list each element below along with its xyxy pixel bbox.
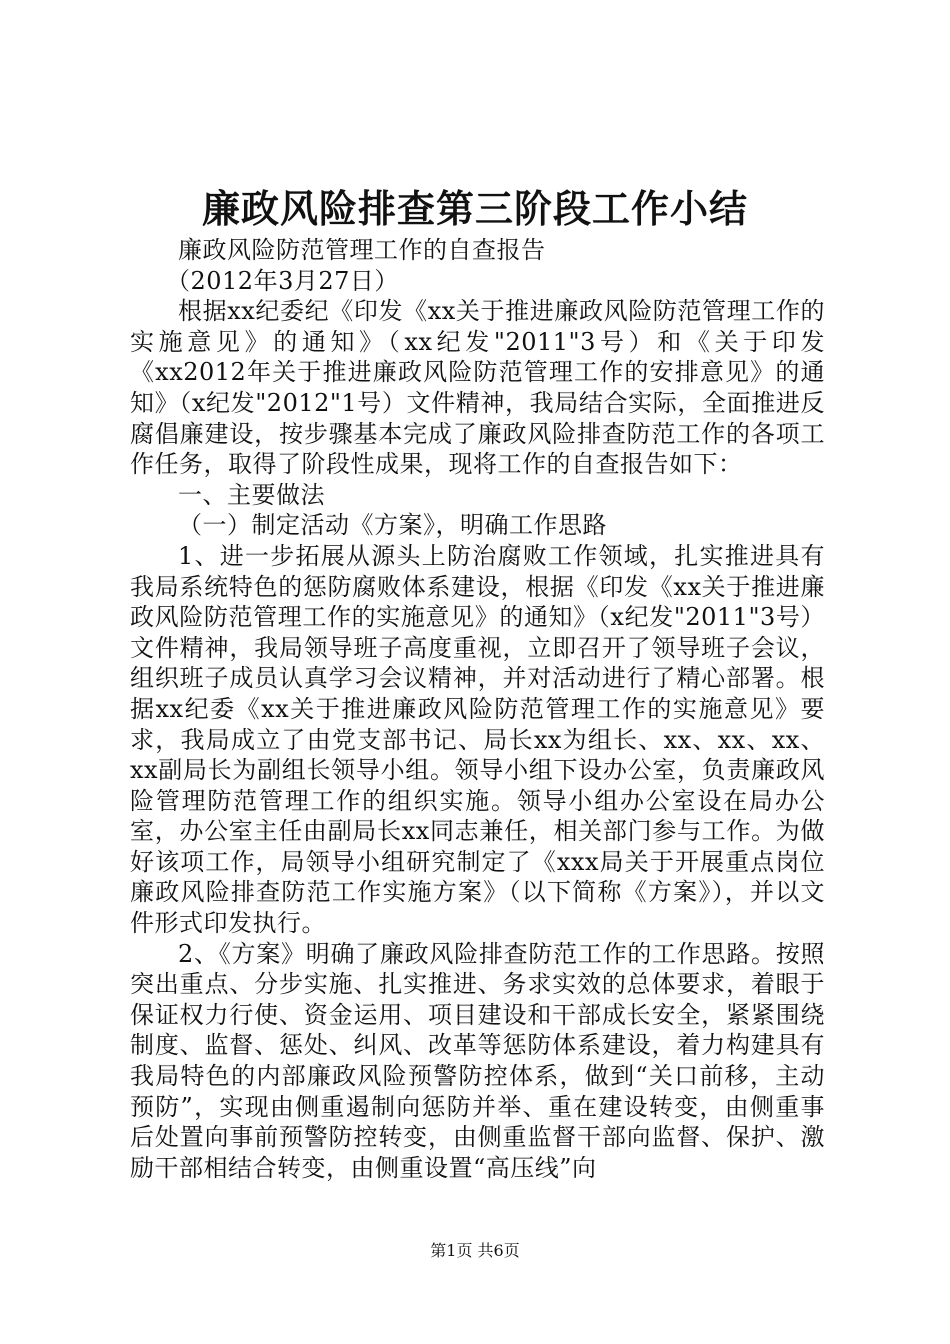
body-paragraph-1: 1、进一步拓展从源头上防治腐败工作领域，扎实推进具有我局系统特色的惩防腐败体系建设，根据《印发《xx关于推进廉政风险防范管理工作的实施意见》的通知》（x纪发"2011"3号）文件精神，我局领导班子高度重视，立即召开了领导班子会议，组织班子成员认真学习会议精神，并对活动进行了精心部署。根据xx纪委《xx关于推进廉政风险防范管理工作的实施意见》要求，我局成立了由党支部书记、局长xx为组长、xx、xx、xx、xx副局长为副组长领导小组。领导小组下设办公室，负责廉政风险管理防范管理工作的组织实施。领导小组办公室设在局办公室，办公室主任由副局长xx同志兼任，相关部门参与工作。为做好该项工作，局领导小组研究制定了《xxx局关于开展重点岗位廉政风险排查防范工作实施方案》（以下简称《方案》），并以文件形式印发执行。 [130,541,825,938]
section-heading: 一、主要做法 [178,480,325,509]
subsection-heading: （一）制定活动《方案》，明确工作思路 [178,511,607,540]
subtitle-paragraph: 廉政风险防范管理工作的自查报告 [178,236,546,264]
document-title: 廉政风险排查第三阶段工作小结 [201,186,748,231]
document-body [130,235,825,1183]
intro-paragraph: 根据xx纪委纪《印发《xx关于推进廉政风险防范管理工作的实施意见》的通知》（xx纪发"2011"3号）和《关于印发《xx2012年关于推进廉政风险防范管理工作的安排意见》的通知》（x纪发"2012"1号）文件精神，我局结合实际，全面推进反腐倡廉建设，按步骤基本完成了廉政风险排查防范工作的各项工作任务，取得了阶段性成果，现将工作的自查报告如下： [130,297,825,479]
page-number-footer: 第1页 共6页 [430,1241,520,1260]
body-paragraph-2: 2、《方案》明确了廉政风险排查防范工作的工作思路。按照突出重点、分步实施、扎实推进、务求实效的总体要求，着眼于保证权力行使、资金运用、项目建设和干部成长安全，紧紧围绕制度、监督、惩处、纠风、改革等惩防体系建设，着力构建具有我局特色的内部廉政风险预警防控体系，做到“关口前移，主动预防”，实现由侧重遏制向惩防并举、重在建设转变，由侧重事后处置向事前预警防控转变，由侧重监督干部向监督、保护、激励干部相结合转变，由侧重设置“高压线”向 [130,939,825,1182]
date-paragraph: （2012年3月27日） [166,266,399,295]
